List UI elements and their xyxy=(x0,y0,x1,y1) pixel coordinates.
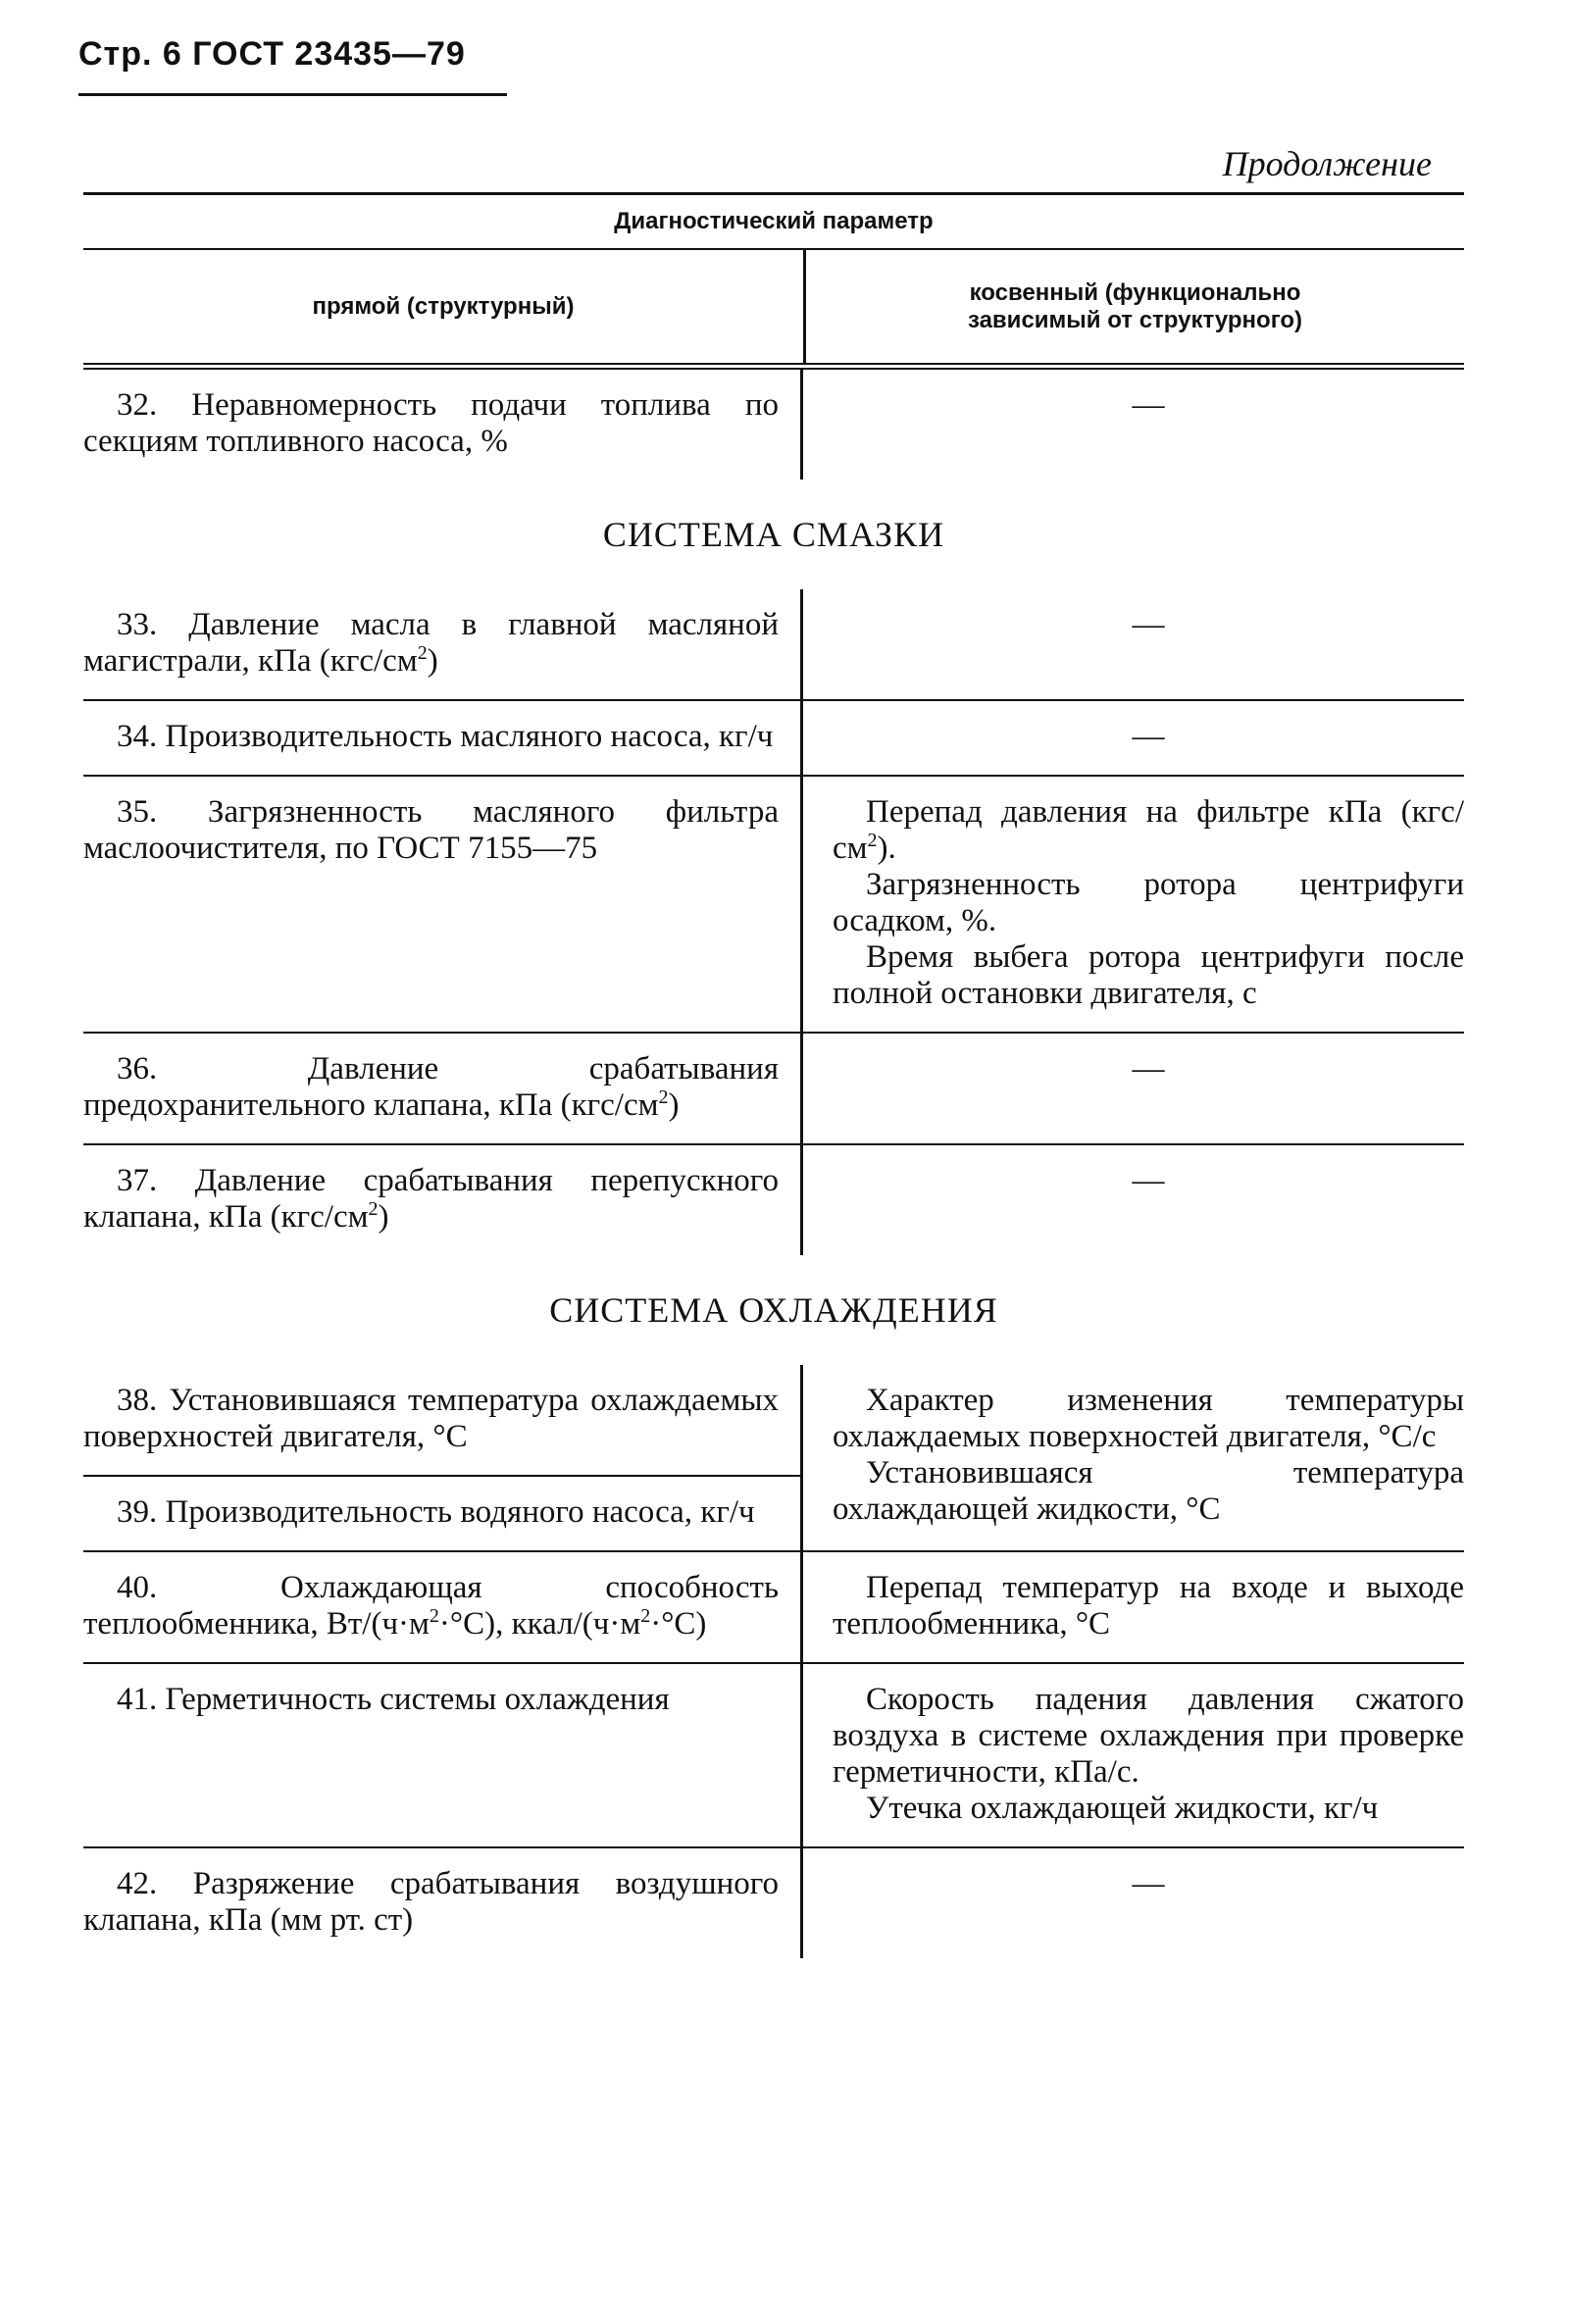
row-34-indirect: — xyxy=(1132,719,1165,754)
column-header-indirect xyxy=(806,250,1464,363)
column-header-indirect-line1: косвенный (функционально xyxy=(969,278,1301,306)
row-41-indirect: Скорость падения давления сжатого воздуха в системе охлаждения при проверке герметичности, кПа/с. Утечка охлаждающей жидкости, кг/ч xyxy=(833,1682,1464,1826)
row-40-direct: 40. Охлаждающая способность теплообменника, $Вт/(ч\cdot м^2\cdot^\circ С)$, ккал/$(ч\cdot м^2\cdot^\circ С)$ xyxy=(83,1552,803,1662)
table-header-columns xyxy=(83,250,1464,363)
parameters-table xyxy=(83,192,1464,1958)
row-33-indirect: — xyxy=(1132,607,1165,642)
table-row xyxy=(83,701,1464,775)
table-row xyxy=(83,370,1464,480)
row-35-indirect: Перепад давления на фильтре кПа $(кгс/см^2)$. Загрязненность ротора центрифуги осадком, %. Время выбега ротора центрифуги после полной остановки двигателя, с xyxy=(833,794,1464,1011)
column-header-indirect-line2: зависимый от структурного) xyxy=(967,306,1303,333)
table-row xyxy=(83,1552,1464,1662)
row-36-indirect: — xyxy=(1132,1051,1165,1086)
table-row xyxy=(83,777,1464,1032)
row-32-direct: 32. Неравномерность подачи топлива по секциям топливного насоса, % xyxy=(83,370,803,480)
table-row xyxy=(83,1034,1464,1143)
table-header-main: Диагностический параметр xyxy=(614,208,934,234)
table-row xyxy=(83,1145,1464,1255)
column-header-direct: прямой (структурный) xyxy=(83,250,806,363)
row-38-39-indirect: Характер изменения температуры охлаждаемых поверхностей двигателя, °С/с Установившаяся температура охлаждающей жидкости, °С xyxy=(833,1383,1464,1527)
row-40-indirect: Перепад температур на входе и выходе теплообменника, °С xyxy=(833,1570,1464,1642)
row-38-39-direct xyxy=(83,1365,803,1550)
table-header-double-rule xyxy=(83,363,1464,370)
row-42-direct: 42. Разряжение срабатывания воздушного клапана, кПа (мм рт. ст) xyxy=(83,1848,803,1958)
row-38-direct: 38. Установившаяся температура охлаждаемых поверхностей двигателя, °С xyxy=(83,1383,779,1454)
page-header: Стр. 6 ГОСТ 23435—79 xyxy=(78,35,507,96)
row-36-direct: 36. Давление срабатывания предохранительного клапана, кПа $(кгс/см^2)$ xyxy=(83,1034,803,1143)
table-row xyxy=(83,589,1464,699)
row-33-direct: 33. Давление масла в главной масляной магистрали, кПа $(кгс/см^2)$ xyxy=(83,589,803,699)
table-row xyxy=(83,1664,1464,1846)
table-row xyxy=(83,1365,1464,1550)
row-32-indirect: — xyxy=(1132,387,1165,423)
row-35-direct: 35. Загрязненность масляного фильтра маслоочистителя, по ГОСТ 7155—75 xyxy=(83,777,803,1032)
row-42-indirect: — xyxy=(1132,1866,1165,1901)
section-title-cooling: СИСТЕМА ОХЛАЖДЕНИЯ xyxy=(549,1290,998,1330)
continuation-label: Продолжение xyxy=(1222,144,1432,183)
section-title-lubrication: СИСТЕМА СМАЗКИ xyxy=(602,515,945,554)
row-37-indirect: — xyxy=(1132,1163,1165,1198)
row-37-direct: 37. Давление срабатывания перепускного клапана, кПа $(кгс/см^2)$ xyxy=(83,1145,803,1255)
table-row xyxy=(83,1848,1464,1958)
row-34-direct: 34. Производительность масляного насоса, кг/ч xyxy=(83,701,803,775)
row-41-direct: 41. Герметичность системы охлаждения xyxy=(83,1664,803,1846)
row-39-direct: 39. Производительность водяного насоса, кг/ч xyxy=(117,1494,755,1530)
